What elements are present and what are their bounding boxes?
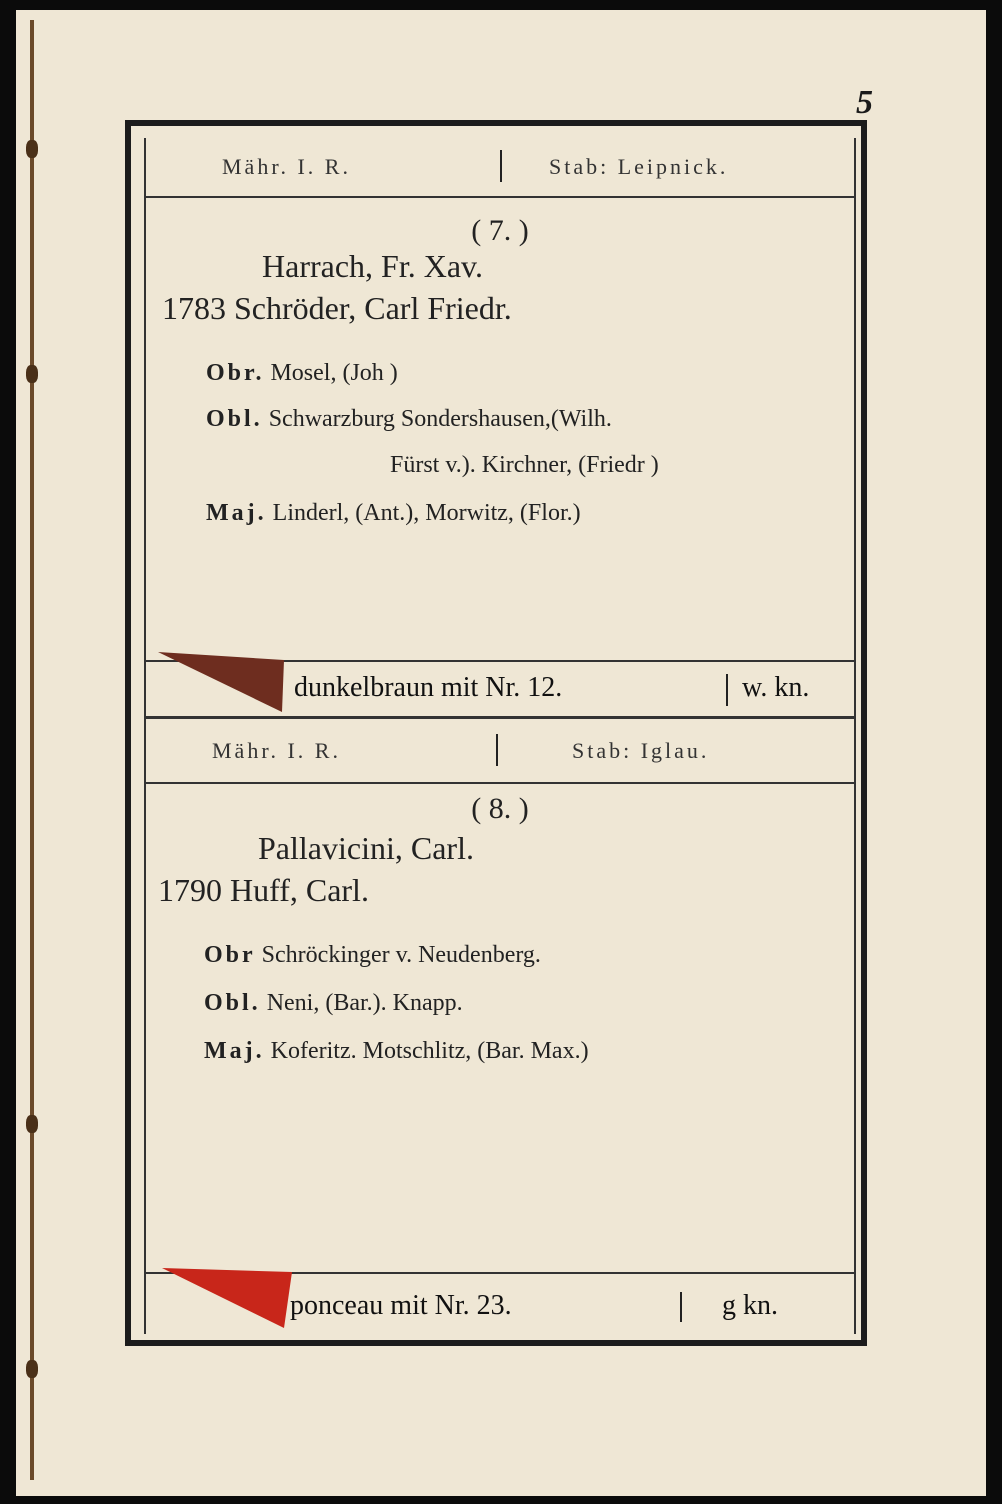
rank: Obl. — [206, 406, 263, 432]
divider — [144, 782, 856, 784]
spine-binding-mark — [26, 1360, 38, 1378]
regiment-label: Mähr. I. R. — [212, 738, 341, 763]
officer-entry — [206, 406, 612, 433]
divider — [144, 716, 856, 719]
section-7-footer — [144, 666, 856, 712]
colonel-name: Schröder, Carl Friedr. — [234, 290, 512, 326]
regiment-owner: Pallavicini, Carl. — [258, 830, 474, 866]
divider — [144, 196, 856, 198]
year: 1783 — [162, 290, 226, 326]
officer-entry — [206, 360, 398, 387]
year: 1790 — [158, 872, 222, 908]
officer-entry — [204, 990, 463, 1017]
footer-separator — [726, 674, 728, 706]
color-swatch — [158, 652, 288, 716]
rank: Maj. — [204, 1038, 265, 1064]
page-number: 5 — [856, 84, 873, 121]
header-separator — [500, 150, 502, 182]
spine-binding-mark — [26, 365, 38, 383]
button-color: g kn. — [722, 1290, 778, 1321]
header-separator — [496, 734, 498, 766]
officer-names: Mosel, (Joh ) — [270, 360, 398, 386]
colonel-line — [158, 872, 369, 909]
rank: Obl. — [204, 990, 261, 1016]
officer-names: Fürst v.). Kirchner, (Friedr ) — [390, 452, 659, 478]
section-7-header — [144, 142, 856, 192]
officer-names: Schröckinger v. Neudenberg. — [261, 942, 541, 968]
rank: Maj. — [206, 500, 267, 526]
staff-location: Stab: Leipnick. — [549, 154, 729, 179]
officer-names: Schwarzburg Sondershausen,(Wilh. — [268, 406, 612, 432]
regiment-number: ( 7. ) — [471, 214, 529, 247]
rank: Obr. — [206, 360, 265, 386]
color-swatch — [162, 1268, 292, 1332]
rank: Obr — [204, 942, 256, 968]
spine-binding-mark — [26, 140, 38, 158]
officer-entry — [390, 452, 659, 479]
regiment-label: Mähr. I. R. — [222, 154, 351, 179]
footer-separator — [680, 1292, 682, 1322]
officer-names: Linderl, (Ant.), Morwitz, (Flor.) — [272, 500, 581, 526]
officer-names: Koferitz. Motschlitz, (Bar. Max.) — [270, 1038, 589, 1064]
book-spine — [30, 20, 34, 1480]
officer-entry — [206, 500, 581, 527]
colonel-line — [162, 290, 512, 327]
officer-entry — [204, 1038, 589, 1065]
facing-color: ponceau mit Nr. 23. — [290, 1290, 512, 1321]
regiment-number: ( 8. ) — [471, 792, 529, 825]
section-8-footer — [144, 1284, 856, 1330]
facing-color: dunkelbraun mit Nr. 12. — [294, 672, 563, 703]
colonel-name: Huff, Carl. — [230, 872, 369, 908]
button-color: w. kn. — [742, 672, 810, 703]
regiment-owner: Harrach, Fr. Xav. — [262, 248, 483, 284]
officer-entry — [204, 942, 541, 969]
staff-location: Stab: Iglau. — [572, 738, 710, 763]
officer-names: Neni, (Bar.). Knapp. — [266, 990, 463, 1016]
spine-binding-mark — [26, 1115, 38, 1133]
section-8-header — [144, 726, 856, 776]
